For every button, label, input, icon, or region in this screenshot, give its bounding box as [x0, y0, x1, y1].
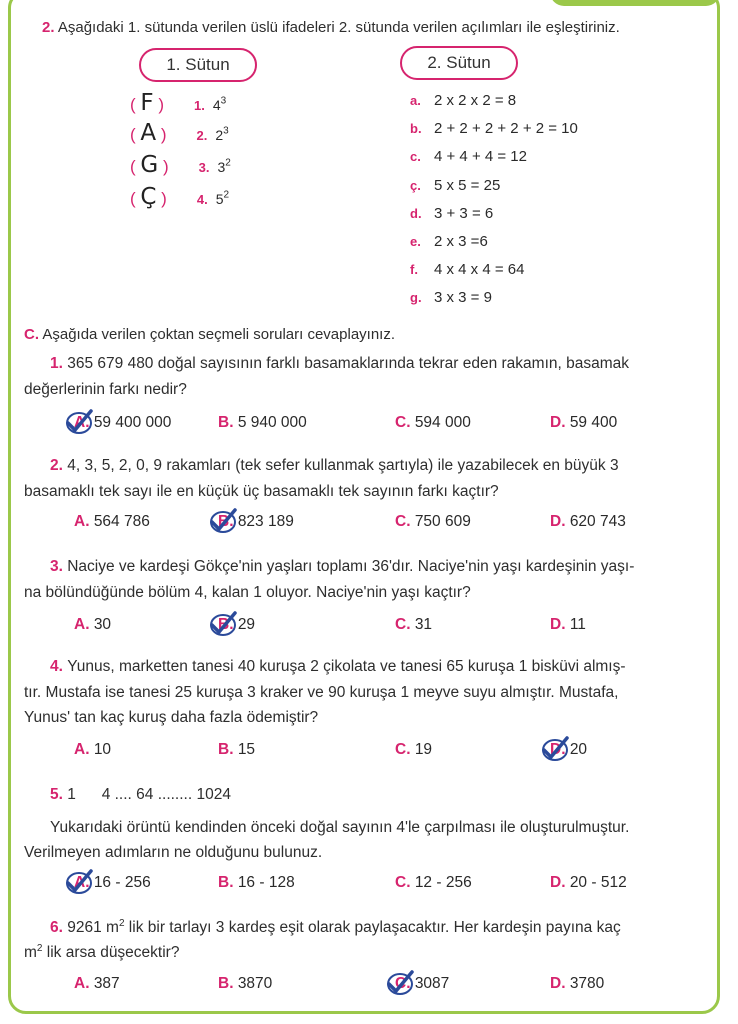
text-part: basamaklı tek sayı ile en küçük üç basamaklı tek sayının farkı kaçtır?: [24, 482, 499, 500]
text-part: Naciye ve kardeşi Gökçe'nin yaşları toplamı 36'dır. Naciye'nin yaşı kardeşinin yaşı-: [67, 558, 635, 575]
option-text: 3087: [414, 975, 450, 992]
question-text-line: Yukarıdaki örüntü kendinden önceki doğal sayının 4'le çarpılması ile oluşturulmuştur.: [50, 819, 630, 836]
expansion-text: 4 x 4 x 4 = 64: [434, 261, 525, 279]
option-label: B.: [218, 874, 238, 891]
expansion-text: 2 x 3 =6: [434, 233, 488, 250]
option-label: A.: [74, 741, 94, 758]
answer-option[interactable]: [395, 513, 471, 531]
answer-option[interactable]: [218, 513, 294, 531]
column-2-title: 2. Sütun: [400, 46, 518, 80]
section-letter: C.: [24, 326, 39, 343]
answer-option[interactable]: [395, 414, 471, 432]
text-part: 4, 3, 5, 2, 0, 9 rakamları (tek sefer kullanmak şartıyla) ile yazabilecek en büyük 3: [67, 457, 619, 474]
expansion-text: 2 + 2 + 2 + 2 + 2 = 10: [434, 120, 578, 138]
option-text: 5 940 000: [237, 414, 307, 431]
pattern-text: 1 4 .... 64 ........ 1024: [62, 786, 231, 803]
option-text: 16 - 256: [93, 874, 151, 891]
item-number: 3.: [198, 160, 210, 175]
answer-letter[interactable]: A: [140, 120, 157, 146]
answer-option[interactable]: [550, 414, 617, 432]
text-part: lik arsa düşecektir?: [42, 944, 180, 962]
option-label: D.: [550, 975, 570, 992]
option-label: C.: [395, 741, 415, 758]
open-paren: (: [130, 125, 141, 144]
superscript: 2: [36, 943, 43, 954]
text-part: Yunus, marketten tanesi 40 kuruşa 2 çikolata ve tanesi 65 kuruşa 1 bisküvi almış-: [67, 658, 626, 675]
option-label: D.: [550, 874, 570, 891]
answer-letter[interactable]: Ç: [140, 184, 157, 210]
question-number: 4.: [50, 658, 68, 675]
expansion-text: 2 x 2 x 2 = 8: [434, 92, 517, 109]
checkmark-icon: [208, 508, 238, 534]
answer-option[interactable]: [218, 616, 255, 634]
option-label: A.: [74, 616, 94, 633]
answer-letter[interactable]: F: [140, 90, 154, 116]
checkmark-icon: [64, 409, 94, 435]
option-text: 31: [414, 616, 433, 633]
expansion-text: 3 x 3 = 9: [434, 289, 492, 307]
item-number: 1.: [194, 98, 205, 113]
item-exponent: 2: [223, 189, 230, 201]
answer-option[interactable]: [550, 513, 626, 531]
expansion-row: [410, 261, 524, 278]
answer-option[interactable]: [550, 741, 587, 759]
expansion-row: [410, 120, 578, 137]
option-text: 823 189: [237, 513, 294, 530]
checkmark-icon: [385, 970, 415, 996]
question-text-line: [50, 918, 621, 937]
answer-letter[interactable]: G: [140, 152, 159, 178]
option-label: C.: [395, 975, 415, 992]
answer-option[interactable]: [74, 874, 151, 892]
item-exponent: 2: [225, 157, 231, 169]
answer-option[interactable]: [218, 975, 272, 993]
option-text: 19: [414, 741, 433, 758]
item-number: 2.: [196, 128, 208, 143]
match-row: [130, 184, 229, 210]
item-base: 2: [215, 127, 224, 143]
answer-option[interactable]: [74, 975, 120, 993]
expansion-text: 3 + 3 = 6: [434, 204, 494, 222]
option-text: 12 - 256: [414, 874, 472, 891]
question-number: 6.: [50, 919, 68, 937]
match-row: [130, 120, 229, 146]
open-paren: (: [130, 189, 141, 208]
option-text: 750 609: [414, 513, 471, 530]
answer-option[interactable]: [550, 975, 604, 993]
expansion-letter: a.: [410, 93, 421, 108]
expansion-letter: e.: [410, 234, 421, 249]
option-text: 594 000: [414, 414, 471, 431]
answer-option[interactable]: [395, 874, 472, 892]
question-number: 5.: [50, 786, 63, 803]
item-base: 5: [215, 191, 224, 207]
answer-option[interactable]: [218, 874, 295, 892]
option-text: 10: [93, 741, 112, 758]
text-part: na bölündüğünde bölüm 4, kalan 1 oluyor. Naciye'nin yaşı kaçtır?: [24, 583, 471, 601]
option-label: B.: [218, 741, 238, 758]
expansion-row: [410, 92, 516, 109]
question-text-line: [24, 381, 187, 399]
item-base: 4: [212, 97, 221, 113]
match-row: [130, 90, 226, 116]
option-label: C.: [395, 616, 415, 633]
option-text: 20: [569, 741, 588, 758]
column-1-title: 1. Sütun: [139, 48, 257, 82]
option-text: 15: [237, 741, 256, 758]
answer-option[interactable]: [550, 616, 586, 634]
instruction-text: Aşağıdaki 1. sütunda verilen üslü ifadeleri 2. sütunda verilen açılımları ile eşleştiriniz.: [57, 19, 620, 36]
option-text: 387: [93, 975, 120, 992]
option-text: 29: [237, 616, 256, 633]
open-paren: (: [130, 95, 141, 114]
option-text: 564 786: [93, 513, 150, 530]
question-text-line: [24, 709, 318, 727]
answer-option[interactable]: [395, 741, 432, 759]
expansion-row: [410, 177, 500, 194]
option-label: A.: [74, 874, 94, 891]
item-exponent: 3: [223, 125, 229, 137]
expansion-row: [410, 148, 527, 165]
option-label: D.: [550, 616, 570, 633]
option-text: 3780: [569, 975, 605, 992]
option-text: 59 400 000: [93, 414, 172, 431]
matching-instruction: [42, 19, 620, 36]
option-label: D.: [550, 513, 570, 530]
option-text: 30: [93, 616, 112, 633]
open-paren: (: [130, 157, 141, 176]
option-text: 620 743: [569, 513, 626, 530]
expansion-letter: b.: [410, 121, 422, 137]
option-label: B.: [218, 616, 238, 633]
superscript: 2: [118, 918, 125, 929]
text-part: m: [24, 944, 37, 962]
expansion-text: 4 + 4 + 4 = 12: [434, 148, 527, 166]
option-label: A.: [74, 975, 94, 992]
answer-option[interactable]: [218, 414, 307, 432]
question-text-line: [50, 457, 619, 475]
question-number: 2.: [50, 457, 68, 474]
question-text-line: [24, 584, 471, 602]
option-label: A.: [74, 414, 94, 431]
section-c-heading: [24, 326, 395, 343]
pattern-line: [50, 786, 231, 804]
close-paren: ): [156, 125, 167, 144]
expansion-letter: f.: [410, 262, 418, 278]
option-label: C.: [395, 414, 415, 431]
text-part: lik bir tarlayı 3 kardeş eşit olarak paylaşacaktır. Her kardeşin payına kaç: [124, 919, 621, 937]
answer-option[interactable]: [74, 616, 111, 634]
item-exponent: 3: [220, 95, 227, 107]
match-row: [130, 152, 231, 178]
answer-option[interactable]: [74, 414, 171, 432]
question-text-line: [50, 355, 629, 373]
question-text-line: [24, 684, 618, 702]
expansion-row: [410, 205, 493, 222]
answer-option[interactable]: [550, 874, 627, 892]
top-tab-decoration: [550, 0, 720, 6]
answer-option[interactable]: [395, 975, 449, 993]
question-text-line: Verilmeyen adımların ne olduğunu bulunuz.: [24, 844, 323, 861]
answer-option[interactable]: [74, 513, 150, 531]
question-text-line: [50, 658, 626, 676]
close-paren: ): [153, 95, 165, 114]
expansion-row: [410, 289, 492, 306]
text-part: Yunus' tan kaç kuruş daha fazla ödemiştir?: [24, 709, 319, 726]
option-label: D.: [550, 741, 570, 758]
option-label: D.: [550, 414, 570, 431]
option-text: 3870: [237, 975, 273, 992]
option-label: B.: [218, 513, 238, 530]
option-text: 11: [569, 616, 586, 633]
close-paren: ): [156, 189, 167, 208]
option-text: 59 400: [569, 414, 618, 431]
expansion-row: [410, 233, 488, 250]
answer-option[interactable]: [74, 741, 111, 759]
option-label: C.: [395, 874, 415, 891]
expansion-text: 5 x 5 = 25: [434, 176, 501, 194]
expansion-letter: c.: [410, 149, 421, 165]
item-number: 4.: [196, 192, 208, 207]
option-label: B.: [218, 414, 238, 431]
text-part: 365 679 480 doğal sayısının farklı basamaklarında tekrar eden rakamın, basamak: [67, 355, 630, 372]
question-text-line: [50, 558, 634, 576]
question-number: 3.: [50, 558, 68, 575]
text-part: 9261 m: [67, 919, 119, 937]
expansion-letter: g.: [410, 290, 422, 306]
question-text-line: [24, 943, 179, 962]
option-text: 16 - 128: [237, 874, 295, 891]
expansion-letter: ç.: [410, 177, 421, 193]
answer-option[interactable]: [218, 741, 255, 759]
question-number: 1.: [50, 355, 68, 372]
section-instruction: Aşağıda verilen çoktan seçmeli soruları cevaplayınız.: [42, 326, 396, 343]
checkmark-icon: [64, 869, 94, 895]
checkmark-icon: [208, 611, 238, 637]
option-text: 20 - 512: [569, 874, 627, 891]
answer-option[interactable]: [395, 616, 432, 634]
question-text-line: [24, 483, 499, 501]
question-number: 2.: [42, 19, 55, 36]
close-paren: ): [158, 157, 169, 176]
option-label: C.: [395, 513, 415, 530]
option-label: A.: [74, 513, 94, 530]
text-part: tır. Mustafa ise tanesi 25 kuruşa 3 kraker ve 90 kuruşa 1 meyve suyu almıştır. Mustafa,: [24, 683, 619, 701]
item-base: 3: [217, 159, 226, 175]
option-label: B.: [218, 975, 238, 992]
expansion-letter: d.: [410, 205, 422, 221]
checkmark-icon: [540, 736, 570, 762]
text-part: değerlerinin farkı nedir?: [24, 380, 187, 398]
